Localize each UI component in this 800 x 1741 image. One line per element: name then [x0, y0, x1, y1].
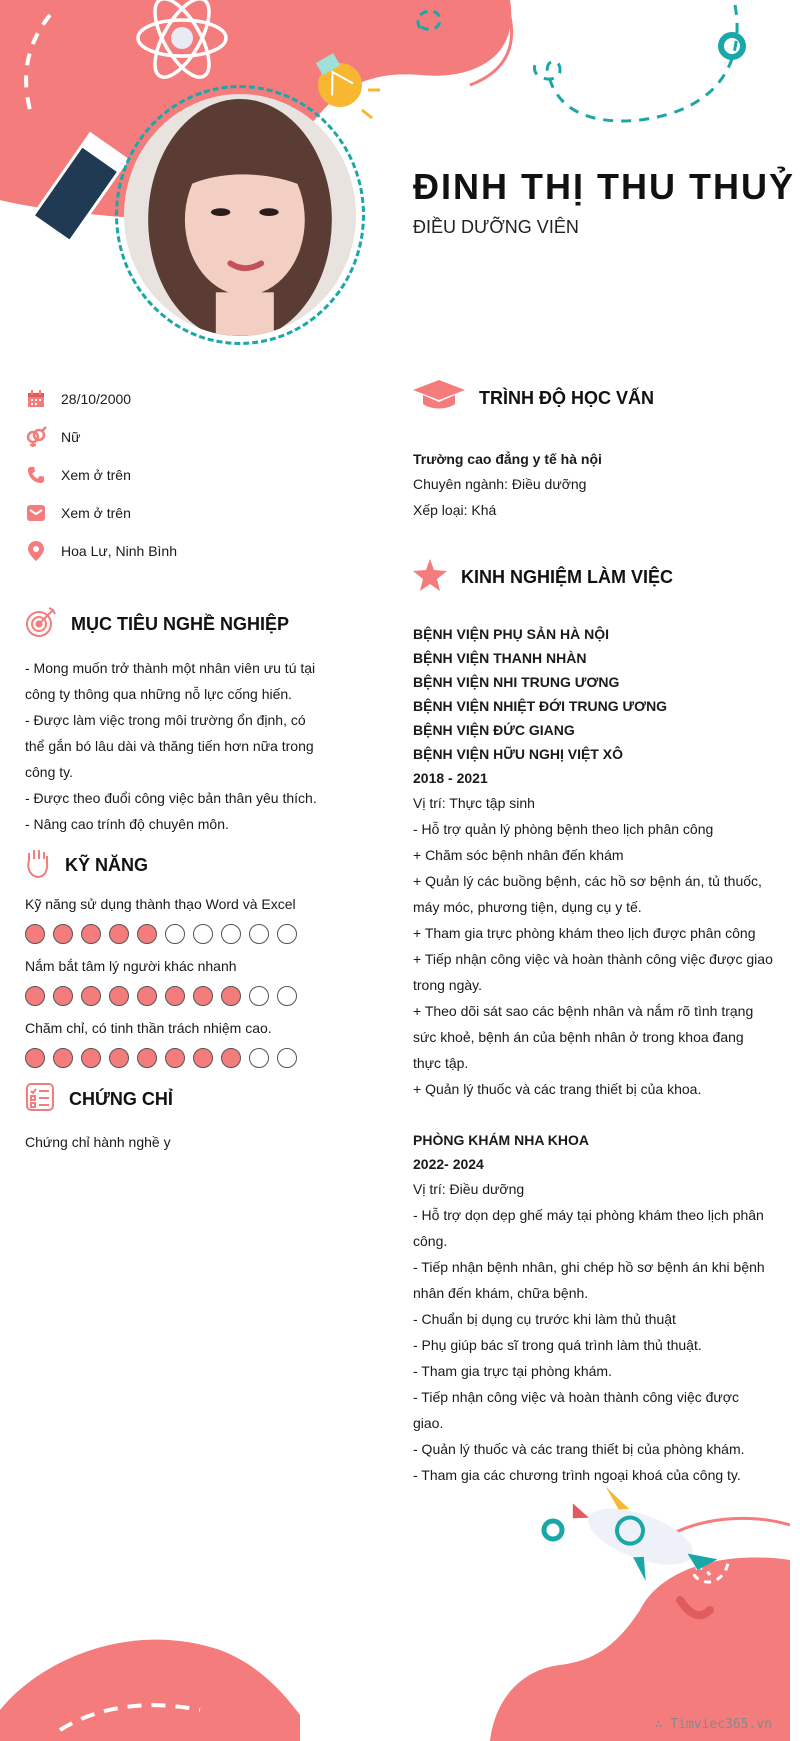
- rating-dot-filled: [53, 924, 73, 944]
- education-grade: Xếp loại: Khá: [413, 502, 497, 518]
- skills-list: [25, 896, 325, 1068]
- rating-dot-empty: [249, 924, 269, 944]
- certificates-title: CHỨNG CHỈ: [69, 1089, 173, 1109]
- rating-dot-filled: [81, 924, 101, 944]
- hand-icon: [25, 847, 51, 884]
- checklist-icon: [25, 1082, 55, 1117]
- school-name: Trường cao đẳng y tế hà nội: [413, 451, 602, 467]
- job2-line-2: - Tiếp nhận bệnh nhân, ghi chép hồ sơ bệnh án khi bệnh nhân đến khám, chữa bệnh.: [413, 1259, 765, 1301]
- job1-company-1: BỆNH VIỆN PHỤ SẢN HÀ NỘI: [413, 626, 610, 642]
- skill-label: Chăm chỉ, có tinh thần trách nhiệm cao.: [25, 1020, 272, 1036]
- skill-rating: [25, 924, 325, 944]
- rating-dot-filled: [109, 986, 129, 1006]
- location-pin-icon: [25, 540, 47, 562]
- graduation-cap-icon: [413, 380, 465, 417]
- job1-line-7: + Quản lý thuốc và các trang thiết bị của khoa.: [413, 1081, 702, 1097]
- job2-line-7: - Quản lý thuốc và các trang thiết bị của phòng khám.: [413, 1441, 745, 1457]
- objective-header: [25, 606, 325, 643]
- rating-dot-filled: [137, 986, 157, 1006]
- rating-dot-empty: [249, 986, 269, 1006]
- job1-period: 2018 - 2021: [413, 770, 488, 786]
- objective-title: MỤC TIÊU NGHỀ NGHIỆP: [71, 614, 290, 634]
- objective-line-3: - Được theo đuổi công việc bản thân yêu thích.: [25, 790, 317, 806]
- rating-dot-filled: [221, 1048, 241, 1068]
- rating-dot-empty: [277, 986, 297, 1006]
- job1-line-5: + Tiếp nhận công việc và hoàn thành công việc được giao trong ngày.: [413, 951, 773, 993]
- bottom-decoration: [0, 1480, 800, 1741]
- job1-company-3: BỆNH VIỆN NHI TRUNG ƯƠNG: [413, 674, 620, 690]
- job1-line-3: + Quản lý các buồng bệnh, các hồ sơ bệnh án, tủ thuốc, máy móc, phương tiện, dụng cụ y tế.: [413, 873, 762, 915]
- rating-dot-filled: [193, 1048, 213, 1068]
- address-row: [25, 532, 325, 570]
- right-column: [413, 380, 773, 1488]
- rating-dot-filled: [81, 986, 101, 1006]
- target-icon: [25, 606, 57, 643]
- job1-company-5: BỆNH VIỆN ĐỨC GIANG: [413, 722, 575, 738]
- skills-title: KỸ NĂNG: [65, 855, 149, 875]
- rating-dot-filled: [137, 1048, 157, 1068]
- job2-line-1: - Hỗ trợ dọn dẹp ghế máy tại phòng khám theo lịch phân công.: [413, 1207, 764, 1249]
- job2-line-5: - Tham gia trực tại phòng khám.: [413, 1363, 612, 1379]
- calendar-icon: [25, 388, 47, 410]
- education-major: Chuyên ngành: Điều dưỡng: [413, 476, 587, 492]
- job2-position: Vị trí: Điều dưỡng: [413, 1181, 525, 1197]
- watermark: ∴ Timviec365.vn: [654, 1717, 772, 1732]
- envelope-icon: [25, 502, 47, 524]
- rating-dot-filled: [25, 924, 45, 944]
- skills-header: [25, 847, 325, 884]
- avatar-frame: [115, 85, 365, 345]
- skill-rating: [25, 1048, 325, 1068]
- job-title: ĐIỀU DƯỠNG VIÊN: [413, 217, 579, 237]
- candidate-name: ĐINH THỊ THU THUỶ: [413, 166, 795, 207]
- rating-dot-filled: [25, 1048, 45, 1068]
- job1-company-6: BỆNH VIỆN HỮU NGHỊ VIỆT XÔ: [413, 746, 623, 762]
- objective-line-1: - Mong muốn trở thành một nhân viên ưu tú tại công ty thông qua những nỗ lực cống hiến.: [25, 660, 316, 702]
- experience-header: [413, 559, 773, 596]
- education-header: [413, 380, 773, 417]
- objective-line-2: - Được làm việc trong môi trường ổn định, có thể gắn bó lâu dài và thăng tiến hơn nữa trong công ty.: [25, 712, 314, 780]
- rating-dot-filled: [165, 1048, 185, 1068]
- job1-company-2: BỆNH VIỆN THANH NHÀN: [413, 650, 587, 666]
- job2-line-4: - Phụ giúp bác sĩ trong quá trình làm thủ thuật.: [413, 1337, 702, 1353]
- gender-row: [25, 418, 325, 456]
- rating-dot-filled: [165, 986, 185, 1006]
- objective-line-4: - Nâng cao trính độ chuyên môn.: [25, 816, 229, 832]
- job2-line-3: - Chuẩn bị dụng cụ trước khi làm thủ thuật: [413, 1311, 676, 1327]
- email-row: [25, 494, 325, 532]
- rating-dot-filled: [221, 986, 241, 1006]
- rating-dot-filled: [81, 1048, 101, 1068]
- certificate-text: Chứng chỉ hành nghề y: [25, 1134, 171, 1150]
- experience-title: KINH NGHIỆM LÀM VIỆC: [461, 567, 674, 587]
- job1-company-4: BỆNH VIỆN NHIỆT ĐỚI TRUNG ƯƠNG: [413, 698, 668, 714]
- job1-line-6: + Theo dõi sát sao các bệnh nhân và nắm rõ tình trạng sức khoẻ, bệnh án của bệnh nhân ở trong khoa đang thực tập.: [413, 1003, 754, 1071]
- rating-dot-empty: [249, 1048, 269, 1068]
- rating-dot-empty: [221, 924, 241, 944]
- job1-line-1: - Hỗ trợ quản lý phòng bệnh theo lịch phân công: [413, 821, 714, 837]
- birthday-text: 28/10/2000: [61, 391, 132, 407]
- job2-company: PHÒNG KHÁM NHA KHOA: [413, 1132, 590, 1148]
- skill-label: Kỹ năng sử dụng thành thạo Word và Excel: [25, 896, 296, 912]
- birthday-row: [25, 380, 325, 418]
- job1-line-2: + Chăm sóc bệnh nhân đến khám: [413, 847, 624, 863]
- rating-dot-empty: [193, 924, 213, 944]
- skill-label: Nắm bắt tâm lý người khác nhanh: [25, 958, 237, 974]
- rating-dot-empty: [165, 924, 185, 944]
- job2-line-8: - Tham gia các chương trình ngoại khoá của công ty.: [413, 1467, 741, 1483]
- rating-dot-filled: [53, 986, 73, 1006]
- phone-row: [25, 456, 325, 494]
- phone-text: Xem ở trên: [61, 467, 131, 483]
- rating-dot-filled: [109, 924, 129, 944]
- rating-dot-filled: [109, 1048, 129, 1068]
- skill-rating: [25, 986, 325, 1006]
- rating-dot-empty: [277, 924, 297, 944]
- job2-period: 2022- 2024: [413, 1156, 484, 1172]
- star-icon: [413, 559, 447, 596]
- job2-line-6: - Tiếp nhận công việc và hoàn thành công việc được giao.: [413, 1389, 739, 1431]
- education-title: TRÌNH ĐỘ HỌC VẤN: [479, 388, 654, 408]
- rating-dot-filled: [53, 1048, 73, 1068]
- job1-line-4: + Tham gia trực phòng khám theo lịch được phân công: [413, 925, 756, 941]
- gender-text: Nữ: [61, 429, 81, 445]
- left-column: [25, 380, 325, 1155]
- address-text: Hoa Lư, Ninh Bình: [61, 543, 177, 559]
- rating-dot-filled: [193, 986, 213, 1006]
- rating-dot-empty: [277, 1048, 297, 1068]
- avatar: [124, 94, 356, 336]
- certificates-header: [25, 1082, 325, 1117]
- rating-dot-filled: [137, 924, 157, 944]
- rating-dot-filled: [25, 986, 45, 1006]
- phone-icon: [25, 464, 47, 486]
- email-text: Xem ở trên: [61, 505, 131, 521]
- gender-icon: [25, 426, 47, 448]
- job1-position: Vị trí: Thực tập sinh: [413, 795, 535, 811]
